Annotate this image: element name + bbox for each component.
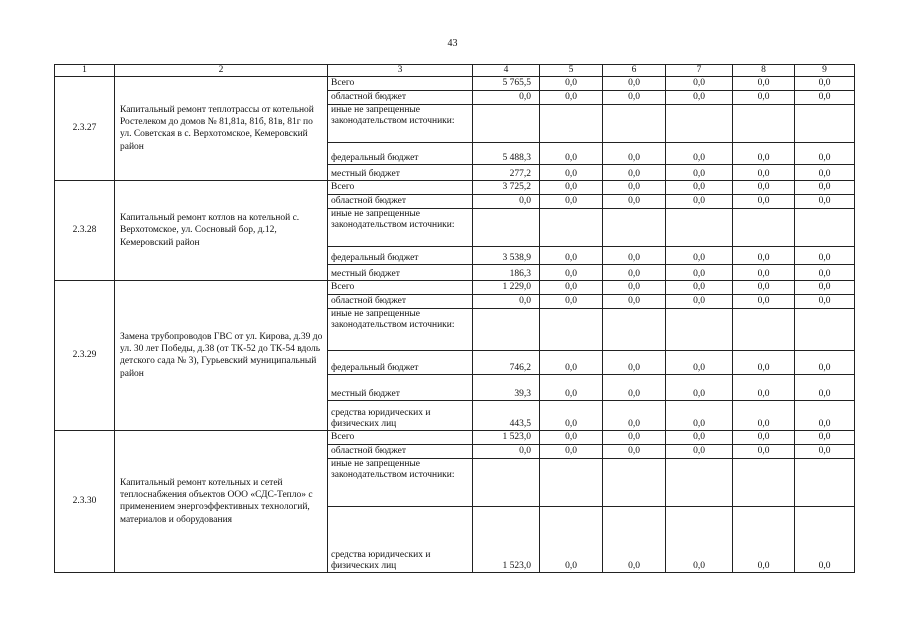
amount-year-cell: 0,0: [666, 350, 733, 374]
amount-year-cell: 0,0: [666, 76, 733, 90]
amount-year-cell: [603, 104, 666, 142]
item-name: Капитальный ремонт котельных и сетей теплоснабжения объектов ООО «СДС-Тепло» с применением энергоэффективных технологий, материалов и оборудования: [115, 430, 328, 572]
header-cell: 6: [603, 65, 666, 77]
amount-year-cell: 0,0: [603, 194, 666, 208]
amount-total-cell: [473, 104, 540, 142]
item-code: 2.3.29: [55, 280, 115, 430]
amount-year-cell: 0,0: [666, 142, 733, 164]
amount-year-cell: 0,0: [540, 294, 603, 308]
amount-year-cell: 0,0: [540, 76, 603, 90]
table-row: [55, 430, 855, 444]
amount-year-cell: 0,0: [666, 506, 733, 572]
item-code: 2.3.28: [55, 180, 115, 280]
amount-total-cell: 186,3: [473, 264, 540, 280]
header-cell: 3: [328, 65, 473, 77]
amount-year-cell: 0,0: [603, 444, 666, 458]
amount-year-cell: 0,0: [733, 350, 795, 374]
amount-year-cell: 0,0: [540, 194, 603, 208]
amount-year-cell: 0,0: [795, 142, 855, 164]
amount-total-cell: [473, 458, 540, 506]
funding-source: Всего: [328, 280, 473, 294]
amount-year-cell: 0,0: [795, 246, 855, 264]
amount-year-cell: 0,0: [540, 164, 603, 180]
amount-year-cell: [733, 208, 795, 246]
amount-year-cell: [603, 308, 666, 350]
amount-year-cell: [733, 104, 795, 142]
amount-year-cell: 0,0: [666, 264, 733, 280]
amount-year-cell: [540, 208, 603, 246]
amount-year-cell: 0,0: [603, 180, 666, 194]
amount-year-cell: 0,0: [603, 142, 666, 164]
amount-year-cell: 0,0: [795, 430, 855, 444]
amount-year-cell: 0,0: [733, 506, 795, 572]
amount-year-cell: [733, 308, 795, 350]
amount-total-cell: 5 488,3: [473, 142, 540, 164]
funding-source: областной бюджет: [328, 194, 473, 208]
funding-source: федеральный бюджет: [328, 350, 473, 374]
amount-year-cell: 0,0: [603, 280, 666, 294]
amount-year-cell: 0,0: [795, 76, 855, 90]
item-name: Капитальный ремонт теплотрассы от котельной Ростелеком до домов № 81,81а, 81б, 81в, 81г по ул. Советская в с. Верхотомское, Кемеровский район: [115, 76, 328, 180]
amount-year-cell: 0,0: [733, 444, 795, 458]
amount-year-cell: [733, 458, 795, 506]
amount-year-cell: 0,0: [795, 444, 855, 458]
amount-total-cell: 3 538,9: [473, 246, 540, 264]
amount-year-cell: 0,0: [795, 180, 855, 194]
amount-year-cell: 0,0: [666, 444, 733, 458]
amount-year-cell: 0,0: [795, 374, 855, 400]
amount-year-cell: 0,0: [795, 506, 855, 572]
amount-total-cell: 746,2: [473, 350, 540, 374]
table-row: [55, 76, 855, 90]
header-cell: 5: [540, 65, 603, 77]
funding-source: местный бюджет: [328, 374, 473, 400]
amount-year-cell: 0,0: [795, 350, 855, 374]
amount-year-cell: 0,0: [733, 280, 795, 294]
amount-year-cell: 0,0: [603, 350, 666, 374]
header-cell: 1: [55, 65, 115, 77]
amount-year-cell: 0,0: [733, 400, 795, 430]
amount-year-cell: 0,0: [795, 294, 855, 308]
funding-source: местный бюджет: [328, 264, 473, 280]
amount-total-cell: 5 765,5: [473, 76, 540, 90]
amount-year-cell: 0,0: [540, 90, 603, 104]
amount-year-cell: [540, 104, 603, 142]
funding-source: федеральный бюджет: [328, 246, 473, 264]
amount-year-cell: 0,0: [733, 194, 795, 208]
amount-year-cell: 0,0: [540, 506, 603, 572]
amount-year-cell: 0,0: [733, 374, 795, 400]
item-code: 2.3.30: [55, 430, 115, 572]
funding-source: местный бюджет: [328, 164, 473, 180]
amount-year-cell: 0,0: [540, 246, 603, 264]
amount-year-cell: 0,0: [603, 294, 666, 308]
amount-year-cell: 0,0: [603, 374, 666, 400]
amount-year-cell: 0,0: [733, 294, 795, 308]
header-cell: 4: [473, 65, 540, 77]
amount-year-cell: 0,0: [733, 142, 795, 164]
funding-source: Всего: [328, 76, 473, 90]
amount-year-cell: 0,0: [540, 444, 603, 458]
amount-year-cell: 0,0: [666, 180, 733, 194]
amount-year-cell: 0,0: [795, 280, 855, 294]
amount-year-cell: [795, 458, 855, 506]
amount-year-cell: 0,0: [540, 430, 603, 444]
amount-year-cell: 0,0: [666, 400, 733, 430]
amount-year-cell: [666, 308, 733, 350]
amount-year-cell: 0,0: [666, 194, 733, 208]
amount-year-cell: 0,0: [603, 164, 666, 180]
amount-year-cell: 0,0: [733, 246, 795, 264]
amount-year-cell: 0,0: [733, 90, 795, 104]
amount-year-cell: [795, 308, 855, 350]
amount-year-cell: 0,0: [795, 164, 855, 180]
funding-source: областной бюджет: [328, 90, 473, 104]
funding-source: средства юридических и физических лиц: [328, 400, 473, 430]
amount-year-cell: 0,0: [540, 280, 603, 294]
amount-year-cell: 0,0: [795, 90, 855, 104]
funding-source: федеральный бюджет: [328, 142, 473, 164]
amount-year-cell: [603, 208, 666, 246]
funding-source: областной бюджет: [328, 294, 473, 308]
amount-year-cell: 0,0: [666, 430, 733, 444]
amount-total-cell: [473, 208, 540, 246]
amount-total-cell: 3 725,2: [473, 180, 540, 194]
amount-year-cell: 0,0: [540, 142, 603, 164]
amount-year-cell: [666, 104, 733, 142]
amount-year-cell: 0,0: [540, 400, 603, 430]
amount-year-cell: 0,0: [603, 400, 666, 430]
funding-source: иные не запрещенные законодательством источники:: [328, 208, 473, 246]
header-cell: 8: [733, 65, 795, 77]
amount-year-cell: 0,0: [733, 264, 795, 280]
amount-total-cell: 0,0: [473, 444, 540, 458]
item-name: Капитальный ремонт котлов на котельной с. Верхотомское, ул. Сосновый бор, д.12, Кемеровский район: [115, 180, 328, 280]
page-number: 43: [447, 38, 458, 49]
amount-year-cell: [540, 308, 603, 350]
header-cell: 7: [666, 65, 733, 77]
amount-year-cell: 0,0: [540, 180, 603, 194]
amount-year-cell: 0,0: [733, 180, 795, 194]
amount-year-cell: 0,0: [666, 246, 733, 264]
amount-year-cell: 0,0: [666, 294, 733, 308]
budget-table: [54, 64, 855, 573]
funding-source: средства юридических и физических лиц: [328, 506, 473, 572]
amount-year-cell: 0,0: [603, 246, 666, 264]
amount-year-cell: 0,0: [603, 430, 666, 444]
amount-total-cell: 0,0: [473, 194, 540, 208]
amount-year-cell: 0,0: [603, 76, 666, 90]
funding-source: областной бюджет: [328, 444, 473, 458]
amount-year-cell: 0,0: [666, 164, 733, 180]
amount-total-cell: 1 229,0: [473, 280, 540, 294]
amount-year-cell: [666, 458, 733, 506]
amount-total-cell: [473, 308, 540, 350]
amount-total-cell: 39,3: [473, 374, 540, 400]
header-cell: 9: [795, 65, 855, 77]
amount-total-cell: 277,2: [473, 164, 540, 180]
amount-total-cell: 0,0: [473, 90, 540, 104]
amount-year-cell: 0,0: [733, 76, 795, 90]
header-cell: 2: [115, 65, 328, 77]
header-row: [55, 65, 855, 77]
amount-year-cell: 0,0: [733, 164, 795, 180]
amount-year-cell: 0,0: [666, 90, 733, 104]
amount-year-cell: 0,0: [795, 400, 855, 430]
amount-year-cell: [795, 208, 855, 246]
amount-total-cell: 443,5: [473, 400, 540, 430]
amount-year-cell: [795, 104, 855, 142]
table-row: [55, 180, 855, 194]
amount-year-cell: [540, 458, 603, 506]
amount-year-cell: [603, 458, 666, 506]
item-name: Замена трубопроводов ГВС от ул. Кирова, д.39 до ул. 30 лет Победы, д.38 (от ТК-52 до ТК-54 вдоль детского сада № 3), Гурьевский муниципальный район: [115, 280, 328, 430]
amount-year-cell: 0,0: [733, 430, 795, 444]
funding-source: иные не запрещенные законодательством источники:: [328, 308, 473, 350]
funding-source: иные не запрещенные законодательством источники:: [328, 458, 473, 506]
amount-year-cell: [666, 208, 733, 246]
funding-source: иные не запрещенные законодательством источники:: [328, 104, 473, 142]
amount-year-cell: 0,0: [540, 264, 603, 280]
funding-source: Всего: [328, 180, 473, 194]
amount-year-cell: 0,0: [795, 264, 855, 280]
budget-table-container: [54, 64, 854, 599]
amount-year-cell: 0,0: [603, 506, 666, 572]
amount-year-cell: 0,0: [540, 350, 603, 374]
amount-total-cell: 1 523,0: [473, 506, 540, 572]
item-code: 2.3.27: [55, 76, 115, 180]
amount-total-cell: 0,0: [473, 294, 540, 308]
amount-year-cell: 0,0: [603, 90, 666, 104]
amount-year-cell: 0,0: [666, 374, 733, 400]
amount-year-cell: 0,0: [603, 264, 666, 280]
amount-year-cell: 0,0: [540, 374, 603, 400]
funding-source: Всего: [328, 430, 473, 444]
amount-year-cell: 0,0: [795, 194, 855, 208]
amount-total-cell: 1 523,0: [473, 430, 540, 444]
amount-year-cell: 0,0: [666, 280, 733, 294]
table-row: [55, 280, 855, 294]
